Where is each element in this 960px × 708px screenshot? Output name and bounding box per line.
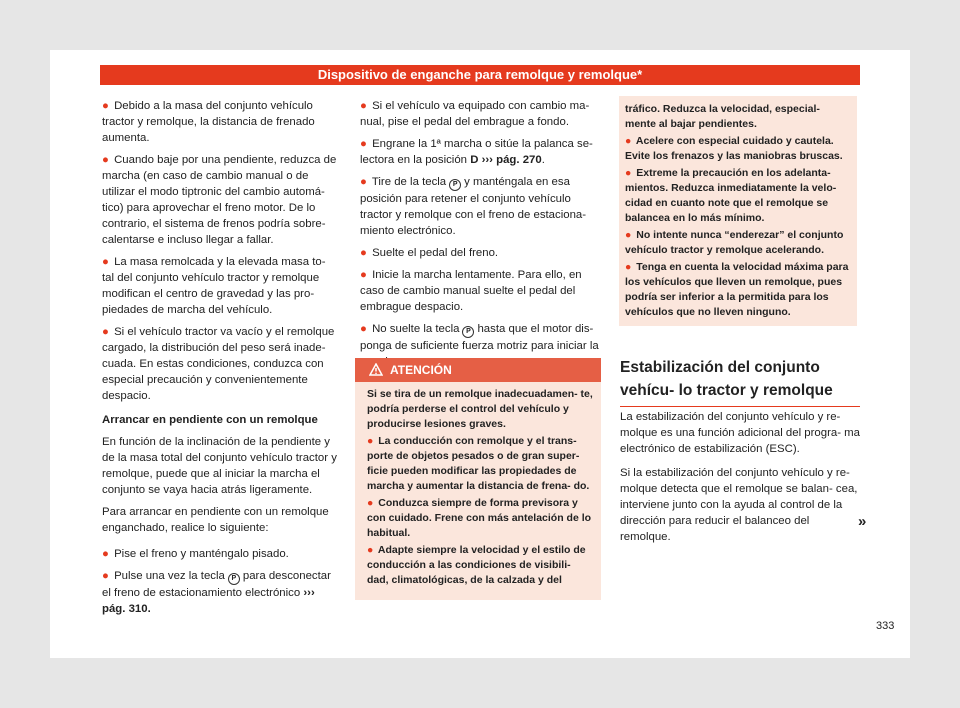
bullet-icon: ●: [625, 229, 632, 241]
list-item: ● Conduzca siempre de forma previsora y con cuidado. Frene con más antelación de lo habitual.: [367, 497, 592, 539]
list-item: ● Pulse una vez la tecla P para desconectar el freno de estacionamiento electrónico ››› pág. 310.: [102, 570, 331, 615]
paragraph: En función de la inclinación de la pendiente y de la masa total del conjunto vehículo tractor y remolque, puede que al iniciar la marcha el conjunto se vaya hacia atrás ligeramente.: [102, 436, 337, 496]
bullet-icon: ●: [625, 167, 632, 179]
page-number: 333: [876, 620, 895, 632]
list-item: ● No intente nunca “enderezar” el conjunto vehículo tractor y remolque acelerando.: [625, 229, 844, 256]
bullet-icon: ●: [102, 548, 109, 560]
warning-body: [625, 102, 853, 322]
list-item: ● Si el vehículo va equipado con cambio ma- nual, pise el pedal del embrague a fondo.: [360, 100, 590, 128]
warning-body: [367, 387, 593, 590]
page-reference-link[interactable]: ››› pág. 310.: [102, 587, 315, 615]
list-item: ● Engrane la 1ª marcha o sitúe la palanca se- lectora en la posición D ››› pág. 270.: [360, 138, 593, 166]
paragraph: La estabilización del conjunto vehículo y re- molque es una función adicional del progra- ma electrónico de estabilización (ESC).: [620, 411, 860, 455]
bullet-icon: ●: [102, 256, 109, 268]
bullet-icon: ●: [102, 326, 109, 338]
bullet-icon: ●: [367, 435, 374, 447]
page-header: Dispositivo de enganche para remolque y remolque*: [100, 65, 860, 85]
continue-arrow-icon: »: [858, 513, 867, 530]
warning-box-continued: [619, 96, 857, 326]
warning-box: [355, 358, 601, 600]
list-item: ● Tenga en cuenta la velocidad máxima para los vehículos que lleven un remolque, pues podría ser inferior a la permitida para los vehículos que no lleven ninguno.: [625, 261, 849, 318]
bullet-icon: ●: [367, 497, 374, 509]
list-item: ● Tire de la tecla P y manténgala en esa posición para retener el conjunto vehículo tractor y remolque con el freno de estaciona- miento electrónico.: [360, 176, 587, 237]
bullet-icon: ●: [360, 176, 367, 188]
bullet-icon: ●: [360, 269, 367, 281]
list-item: ● Extreme la precaución en los adelanta- mientos. Reduzca inmediatamente la velo- cidad en cuanto note que el remolque se balancea en lo más mínimo.: [625, 167, 837, 224]
bullet-icon: ●: [625, 261, 632, 273]
list-item: ● No suelte la tecla P hasta que el motor dis- ponga de suficiente fuerza motriz para iniciar la: [360, 323, 599, 352]
list-item: ● Debido a la masa del conjunto vehículo tractor y remolque, la distancia de frenado aumenta.: [102, 100, 315, 144]
parking-brake-key-icon: P: [462, 326, 474, 338]
paragraph: Para arrancar en pendiente con un remolque enganchado, realice lo siguiente:: [102, 506, 329, 534]
parking-brake-key-icon: P: [228, 573, 240, 585]
list-item: ● La masa remolcada y la elevada masa to- tal del conjunto vehículo tractor y remolque modifican el centro de gravedad y las pro- piedades de marcha del vehículo.: [102, 256, 326, 316]
bullet-icon: ●: [367, 544, 374, 556]
column-1: [102, 98, 340, 623]
list-item: ● Pise el freno y manténgalo pisado.: [102, 548, 289, 560]
warning-title: ATENCIÓN: [390, 363, 452, 377]
list-item: ● Adapte siempre la velocidad y el estilo de conducción a las condiciones de visibili- dad, climatológicas, de la calzada y del: [367, 544, 586, 586]
page-reference-link[interactable]: D ››› pág. 270: [470, 154, 542, 166]
bullet-icon: ●: [625, 135, 632, 147]
warning-triangle-icon: [369, 363, 383, 376]
warning-intro: Si se tira de un remolque inadecuadamen- te, podría perderse el control del vehículo y producirse lesiones graves.: [367, 388, 593, 430]
list-item: ● Inicie la marcha lentamente. Para ello, en caso de cambio manual suelte el pedal del embrague despacio.: [360, 269, 582, 313]
bullet-icon: ●: [102, 154, 109, 166]
list-item: ● Cuando baje por una pendiente, reduzca de marcha (en caso de cambio manual o de utilizar el modo tiptronic del cambio automá- tico) para aprovechar el freno motor. De lo contrario, el sistema de frenos podría sobre- calentarse e incluso llegar a fallar.: [102, 154, 337, 246]
list-item: ● Acelere con especial cuidado y cautela. Evite los frenazos y las maniobras bruscas.: [625, 135, 843, 162]
subheading: Arrancar en pendiente con un remolque: [102, 414, 318, 426]
list-item: ● Suelte el pedal del freno.: [360, 247, 499, 259]
bullet-icon: ●: [102, 100, 109, 112]
paragraph: tráfico. Reduzca la velocidad, especial- mente al bajar pendientes.: [625, 103, 820, 130]
warning-header: [355, 358, 601, 382]
bullet-icon: ●: [360, 100, 367, 112]
bullet-icon: ●: [360, 323, 367, 335]
section-body: [620, 409, 860, 553]
column-2: [360, 98, 600, 376]
list-item: ● La conducción con remolque y el trans- porte de objetos pesados o de gran super- ficie pueden modificar las propiedades de marcha y aumentar la distancia de frena- do.: [367, 435, 590, 492]
bullet-icon: ●: [360, 247, 367, 259]
list-item: ● Si el vehículo tractor va vacío y el remolque cargado, la distribución del peso será inade- cuada. En estas condiciones, conduzca con especial precaución y convenientemente despacio.: [102, 326, 335, 402]
bullet-icon: ●: [360, 138, 367, 150]
paragraph: Si la estabilización del conjunto vehículo y re- molque detecta que el remolque se balan- cea, interviene junto con la ayuda al control de la dirección para reducir el balanceo del remolque.: [620, 467, 858, 543]
parking-brake-key-icon: P: [449, 179, 461, 191]
bullet-icon: ●: [102, 570, 109, 582]
section-title: Estabilización del conjunto vehícu- lo tractor y remolque: [620, 356, 860, 407]
